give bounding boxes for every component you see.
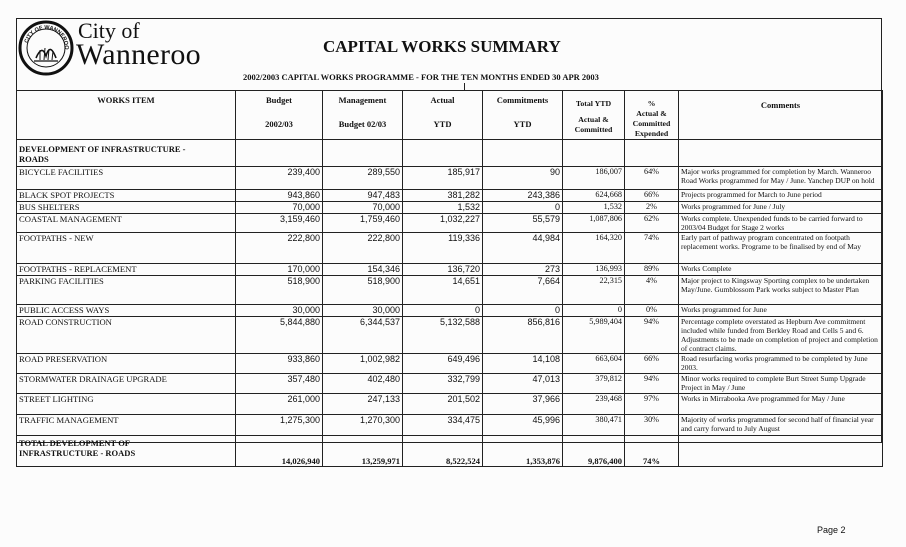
- actual-ytd-cell: 14,651: [403, 276, 483, 305]
- budget-cell: 239,400: [236, 167, 323, 190]
- works-item-cell: ROAD PRESERVATION: [17, 354, 236, 374]
- budget-cell: 943,860: [236, 190, 323, 202]
- management-budget-cell: 289,550: [323, 167, 403, 190]
- commitments-ytd-cell: 14,108: [483, 354, 563, 374]
- section-title: DEVELOPMENT OF INFRASTRUCTURE - ROADS: [17, 140, 236, 167]
- actual-ytd-cell: 185,917: [403, 167, 483, 190]
- budget-cell: 222,800: [236, 233, 323, 264]
- percent-expended-cell: 4%: [625, 276, 679, 305]
- comments-cell: Major project to Kingsway Sporting complex to be undertaken May/June. Gumblossom Park works subject to Master Plan: [679, 276, 883, 305]
- header-works-item: WORKS ITEM: [17, 91, 236, 140]
- commitments-ytd-cell: 45,996: [483, 415, 563, 436]
- percent-expended-cell: 89%: [625, 264, 679, 276]
- total-ytd: 9,876,400: [563, 436, 625, 467]
- percent-expended-cell: 30%: [625, 415, 679, 436]
- works-item-cell: STORMWATER DRAINAGE UPGRADE: [17, 374, 236, 394]
- table-row: [17, 354, 883, 374]
- total-actual: 8,522,524: [403, 436, 483, 467]
- works-item-cell: PARKING FACILITIES: [17, 276, 236, 305]
- page-title: CAPITAL WORKS SUMMARY: [323, 37, 561, 56]
- commitments-ytd-cell: 55,579: [483, 214, 563, 233]
- comments-cell: Percentage complete overstated as Hepburn Ave commitment included while funded from Berkley Road and Cells 5 and 6. Adjustments to be made on completion of project and completion of contract claims.: [679, 317, 883, 354]
- table-row: [17, 317, 883, 354]
- total-ytd-cell: 0: [563, 305, 625, 317]
- total-ytd-cell: 380,471: [563, 415, 625, 436]
- total-ytd-cell: 1,087,806: [563, 214, 625, 233]
- budget-cell: 70,000: [236, 202, 323, 214]
- total-ytd-cell: 136,993: [563, 264, 625, 276]
- total-management-budget: 13,259,971: [323, 436, 403, 467]
- total-ytd-cell: 186,007: [563, 167, 625, 190]
- comments-cell: Works programmed for June: [679, 305, 883, 317]
- management-budget-cell: 518,900: [323, 276, 403, 305]
- comments-cell: Works complete. Unexpended funds to be carried forward to 2003/04 Budget for Stage 2 works: [679, 214, 883, 233]
- actual-ytd-cell: 0: [403, 305, 483, 317]
- table-row: [17, 233, 883, 264]
- actual-ytd-cell: 332,799: [403, 374, 483, 394]
- total-ytd-cell: 22,315: [563, 276, 625, 305]
- percent-expended-cell: 97%: [625, 394, 679, 415]
- total-ytd-cell: 164,320: [563, 233, 625, 264]
- percent-expended-cell: 2%: [625, 202, 679, 214]
- management-budget-cell: 222,800: [323, 233, 403, 264]
- commitments-ytd-cell: 90: [483, 167, 563, 190]
- percent-expended-cell: 62%: [625, 214, 679, 233]
- budget-cell: 1,275,300: [236, 415, 323, 436]
- header-total-ytd: Total YTD Actual & Committed: [563, 91, 625, 140]
- comments-cell: Early part of pathway program concentrated on footpath replacement works. Programe to be finalised by end of May: [679, 233, 883, 264]
- comments-cell: Minor works required to complete Burt Street Sump Upgrade Project in May / June: [679, 374, 883, 394]
- actual-ytd-cell: 136,720: [403, 264, 483, 276]
- commitments-ytd-cell: 37,966: [483, 394, 563, 415]
- actual-ytd-cell: 1,032,227: [403, 214, 483, 233]
- works-item-cell: STREET LIGHTING: [17, 394, 236, 415]
- budget-cell: 518,900: [236, 276, 323, 305]
- actual-ytd-cell: 334,475: [403, 415, 483, 436]
- capital-works-table: [16, 90, 883, 467]
- total-row: [17, 436, 883, 467]
- table-row: [17, 264, 883, 276]
- header-actual-ytd: Actual YTD: [403, 91, 483, 140]
- comments-cell: Road resurfacing works programmed to be completed by June 2003.: [679, 354, 883, 374]
- management-budget-cell: 947,483: [323, 190, 403, 202]
- percent-expended-cell: 94%: [625, 317, 679, 354]
- budget-cell: 261,000: [236, 394, 323, 415]
- table-row: [17, 394, 883, 415]
- commitments-ytd-cell: 856,816: [483, 317, 563, 354]
- total-ytd-cell: 5,989,404: [563, 317, 625, 354]
- management-budget-cell: 1,002,982: [323, 354, 403, 374]
- comments-cell: Works in Mirrabooka Ave programmed for May / June: [679, 394, 883, 415]
- header-comments: Comments: [679, 91, 883, 140]
- actual-ytd-cell: 1,532: [403, 202, 483, 214]
- table-row: [17, 214, 883, 233]
- commitments-ytd-cell: 44,984: [483, 233, 563, 264]
- works-item-cell: FOOTPATHS - REPLACEMENT: [17, 264, 236, 276]
- budget-cell: 170,000: [236, 264, 323, 276]
- percent-expended-cell: 0%: [625, 305, 679, 317]
- actual-ytd-cell: 649,496: [403, 354, 483, 374]
- total-label: TOTAL DEVELOPMENT OF INFRASTRUCTURE - ROADS: [17, 436, 236, 467]
- budget-cell: 30,000: [236, 305, 323, 317]
- comments-cell: Major works programmed for completion by March. Wanneroo Road Works programmed for May / June. Yanchep DUP on hold: [679, 167, 883, 190]
- actual-ytd-cell: 381,282: [403, 190, 483, 202]
- actual-ytd-cell: 201,502: [403, 394, 483, 415]
- commitments-ytd-cell: 273: [483, 264, 563, 276]
- percent-expended-cell: 66%: [625, 190, 679, 202]
- page-subtitle: 2002/2003 CAPITAL WORKS PROGRAMME - FOR THE TEN MONTHS ENDED 30 APR 2003: [243, 72, 599, 82]
- table-row: [17, 276, 883, 305]
- comments-cell: Projects programmed for March to June period: [679, 190, 883, 202]
- management-budget-cell: 6,344,537: [323, 317, 403, 354]
- works-item-cell: BICYCLE FACILITIES: [17, 167, 236, 190]
- logo-name-text: Wanneroo: [76, 38, 201, 71]
- total-comment: [679, 436, 883, 467]
- total-ytd-cell: 1,532: [563, 202, 625, 214]
- works-item-cell: TRAFFIC MANAGEMENT: [17, 415, 236, 436]
- commitments-ytd-cell: 7,664: [483, 276, 563, 305]
- header-percent-expended: % Actual & Committed Expended: [625, 91, 679, 140]
- comments-cell: Majority of works programmed for second half of financial year and carry forward to July August: [679, 415, 883, 436]
- total-ytd-cell: 624,668: [563, 190, 625, 202]
- table-header-row: [17, 91, 883, 140]
- table-row: [17, 167, 883, 190]
- management-budget-cell: 402,480: [323, 374, 403, 394]
- section-header-row: [17, 140, 883, 167]
- works-item-cell: PUBLIC ACCESS WAYS: [17, 305, 236, 317]
- actual-ytd-cell: 119,336: [403, 233, 483, 264]
- city-of-wanneroo-logo-icon: [18, 20, 74, 76]
- percent-expended-cell: 64%: [625, 167, 679, 190]
- budget-cell: 933,860: [236, 354, 323, 374]
- percent-expended-cell: 94%: [625, 374, 679, 394]
- total-ytd-cell: 663,604: [563, 354, 625, 374]
- total-ytd-cell: 239,468: [563, 394, 625, 415]
- total-commitments: 1,353,876: [483, 436, 563, 467]
- table-row: [17, 190, 883, 202]
- table-row: [17, 305, 883, 317]
- budget-cell: 3,159,460: [236, 214, 323, 233]
- total-budget: 14,026,940: [236, 436, 323, 467]
- management-budget-cell: 30,000: [323, 305, 403, 317]
- header-commitments-ytd: Commitments YTD: [483, 91, 563, 140]
- table-row: [17, 415, 883, 436]
- divider-tick: [464, 83, 465, 90]
- total-percent: 74%: [625, 436, 679, 467]
- management-budget-cell: 154,346: [323, 264, 403, 276]
- commitments-ytd-cell: 243,386: [483, 190, 563, 202]
- page-number: Page 2: [817, 525, 846, 535]
- works-item-cell: FOOTPATHS - NEW: [17, 233, 236, 264]
- total-ytd-cell: 379,812: [563, 374, 625, 394]
- header-budget: Budget 2002/03: [236, 91, 323, 140]
- budget-cell: 5,844,880: [236, 317, 323, 354]
- comments-cell: Works Complete: [679, 264, 883, 276]
- actual-ytd-cell: 5,132,588: [403, 317, 483, 354]
- logo-city-text: City of: [78, 18, 140, 43]
- works-item-cell: BLACK SPOT PROJECTS: [17, 190, 236, 202]
- management-budget-cell: 1,270,300: [323, 415, 403, 436]
- management-budget-cell: 247,133: [323, 394, 403, 415]
- table-row: [17, 374, 883, 394]
- commitments-ytd-cell: 0: [483, 305, 563, 317]
- comments-cell: Works programmed for June / July: [679, 202, 883, 214]
- commitments-ytd-cell: 0: [483, 202, 563, 214]
- header-management-budget: Management Budget 02/03: [323, 91, 403, 140]
- budget-cell: 357,480: [236, 374, 323, 394]
- percent-expended-cell: 74%: [625, 233, 679, 264]
- table-row: [17, 202, 883, 214]
- management-budget-cell: 70,000: [323, 202, 403, 214]
- percent-expended-cell: 66%: [625, 354, 679, 374]
- svg-text:CITY OF WANNEROO: CITY OF WANNEROO: [23, 24, 70, 50]
- works-item-cell: ROAD CONSTRUCTION: [17, 317, 236, 354]
- commitments-ytd-cell: 47,013: [483, 374, 563, 394]
- works-item-cell: BUS SHELTERS: [17, 202, 236, 214]
- works-item-cell: COASTAL MANAGEMENT: [17, 214, 236, 233]
- management-budget-cell: 1,759,460: [323, 214, 403, 233]
